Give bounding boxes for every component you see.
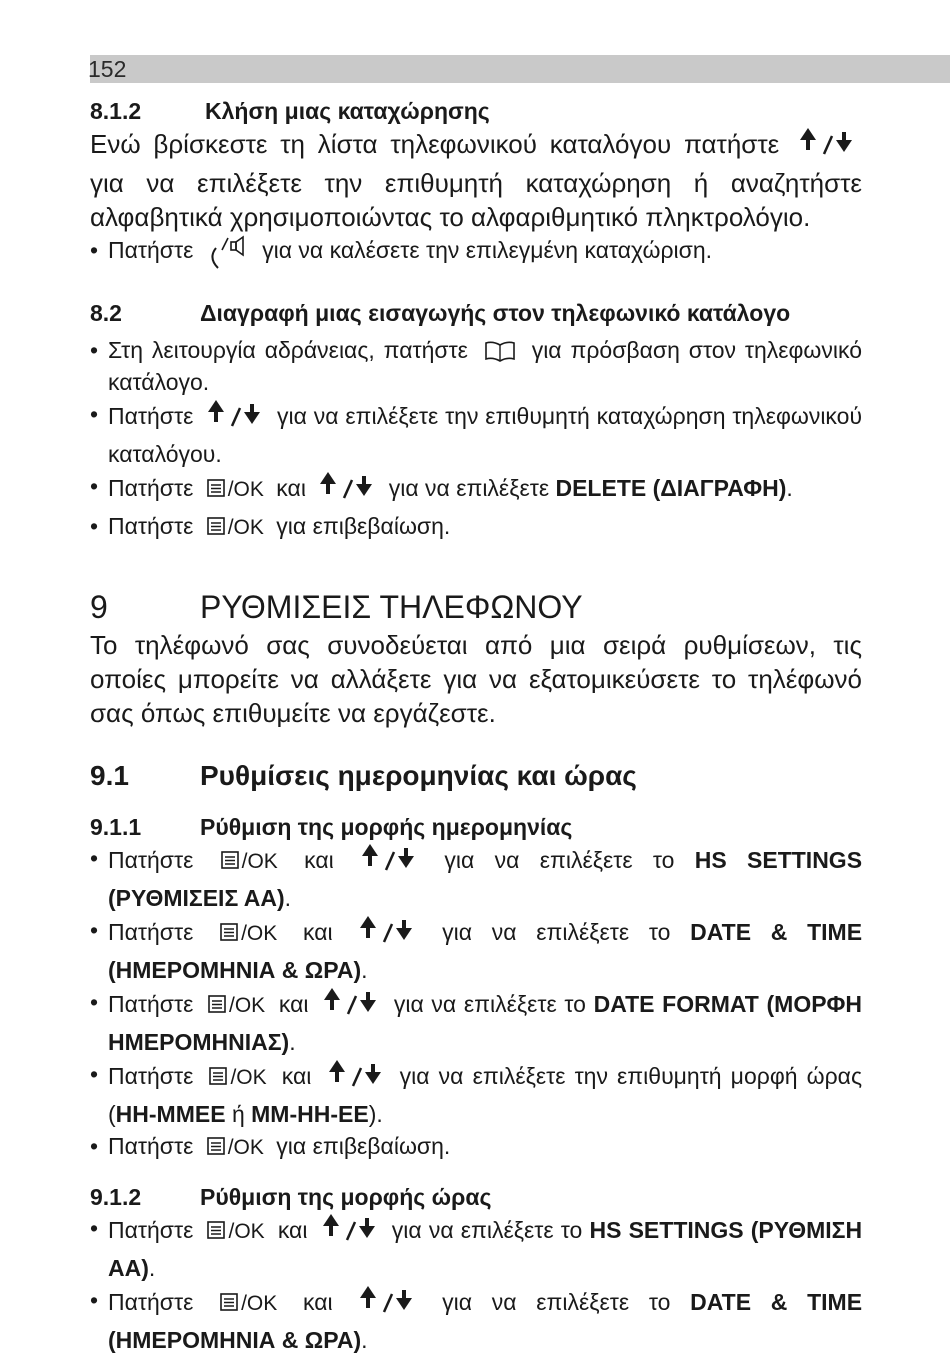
text-run: Ενώ βρίσκεστε τη λίστα τηλεφωνικού καταλόγου πατήστε bbox=[90, 128, 780, 159]
chapter-9-heading bbox=[90, 586, 862, 628]
up-down-arrows-icon bbox=[798, 126, 856, 166]
menu-ok-key-icon bbox=[207, 990, 265, 1022]
section-8-2-heading bbox=[90, 298, 862, 328]
text-run: Πατήστε bbox=[108, 475, 194, 502]
list-item bbox=[90, 842, 862, 914]
text-run: για επιβεβαίωση. bbox=[276, 513, 451, 539]
text-run: Πατήστε bbox=[108, 1063, 194, 1089]
ok-label: /OK bbox=[241, 1291, 278, 1315]
page-number: 152 bbox=[88, 56, 127, 82]
menu-ok-key-icon bbox=[219, 918, 277, 950]
ok-label: /OK bbox=[230, 1065, 267, 1089]
list-item bbox=[90, 234, 862, 270]
chapter-number: 9 bbox=[90, 588, 108, 625]
section-8-1-2-text bbox=[90, 126, 862, 234]
bold-term: HS SETTINGS (ΡΥΘΜΙΣΗ ΑΑ) bbox=[108, 1216, 863, 1281]
up-down-arrows-icon bbox=[358, 914, 416, 954]
list-item bbox=[90, 398, 862, 470]
section-number: 9.1 bbox=[90, 759, 129, 791]
list-item bbox=[90, 510, 862, 544]
up-down-arrows-icon bbox=[318, 470, 376, 510]
text-run: Πατήστε bbox=[108, 1216, 194, 1243]
list-item bbox=[90, 914, 862, 986]
section-title: Ρύθμιση της μορφής ημερομηνίας bbox=[200, 813, 573, 840]
text-run: για επιβεβαίωση. bbox=[276, 1132, 451, 1159]
ok-label: /OK bbox=[227, 478, 264, 501]
text-run: και bbox=[276, 475, 306, 502]
menu-ok-key-icon bbox=[206, 1132, 264, 1164]
ok-label: /OK bbox=[227, 1135, 264, 1159]
text-run: Πατήστε bbox=[108, 403, 194, 430]
section-number: 9.1.1 bbox=[90, 813, 142, 840]
section-title: Κλήση μιας καταχώρησης bbox=[205, 98, 490, 124]
text-run: και bbox=[277, 1216, 308, 1243]
ok-label: /OK bbox=[227, 515, 264, 539]
list-item bbox=[90, 334, 862, 398]
text-run: Πατήστε bbox=[108, 237, 194, 264]
section-8-2-list bbox=[90, 334, 862, 544]
menu-ok-key-icon bbox=[206, 512, 264, 544]
list-item bbox=[90, 1212, 862, 1284]
up-down-arrows-icon bbox=[358, 1284, 416, 1324]
section-number: 8.2 bbox=[90, 300, 122, 326]
talk-handsfree-key-icon bbox=[206, 234, 250, 270]
text-run: Πατήστε bbox=[108, 1132, 194, 1159]
text-run: Πατήστε bbox=[108, 1288, 194, 1315]
text-run: ). bbox=[368, 1100, 383, 1127]
bold-term: DATE & TIME (ΗΜΕΡΟΜΗΝΙΑ & ΩΡΑ) bbox=[108, 1288, 863, 1353]
text-run: για να επιλέξετε το bbox=[444, 847, 675, 873]
list-item bbox=[90, 470, 862, 510]
text-run: για να επιλέξετε bbox=[388, 475, 550, 502]
text-run: Πατήστε bbox=[108, 847, 194, 873]
text-run: και bbox=[304, 847, 334, 873]
text-run: για να επιλέξετε το bbox=[393, 991, 586, 1017]
ok-label: /OK bbox=[241, 849, 278, 873]
text-run: . bbox=[289, 1028, 296, 1055]
bold-term: ΜΜ-ΗΗ-ΕΕ bbox=[251, 1100, 369, 1127]
page-header-bar bbox=[90, 55, 950, 83]
section-title: Ρυθμίσεις ημερομηνίας και ώρας bbox=[200, 759, 637, 791]
text-run: για να επιλέξετε το bbox=[391, 1216, 583, 1243]
text-run: ή bbox=[225, 1100, 252, 1127]
bold-term: HS SETTINGS (ΡΥΘΜΙΣΕΙΣ ΑΑ) bbox=[108, 847, 863, 911]
text-run: και bbox=[281, 1063, 312, 1089]
text-run: για να επιλέξετε το bbox=[442, 1288, 671, 1315]
section-8-1-2-list bbox=[90, 234, 862, 270]
up-down-arrows-icon bbox=[322, 986, 380, 1026]
text-run: για να επιλέξετε την επιθυμητή καταχώρηση τηλεφωνικού καταλόγου. bbox=[108, 403, 863, 467]
menu-ok-key-icon bbox=[206, 474, 264, 506]
menu-ok-key-icon bbox=[219, 1288, 277, 1320]
ok-label: /OK bbox=[228, 1219, 265, 1243]
list-item bbox=[90, 1058, 862, 1130]
menu-ok-key-icon bbox=[206, 1216, 264, 1248]
list-item bbox=[90, 1284, 862, 1356]
bold-term: DATE & TIME (ΗΜΕΡΟΜΗΝΙΑ & ΩΡΑ) bbox=[108, 919, 863, 983]
up-down-arrows-icon bbox=[321, 1212, 379, 1252]
section-9-1-1-heading bbox=[90, 812, 862, 842]
bold-term: ΗΗ-ΜΜΕΕ bbox=[115, 1100, 226, 1127]
text-run: για να επιλέξετε την επιθυμητή μορφή ώρας ( bbox=[108, 1063, 863, 1127]
menu-ok-key-icon bbox=[208, 1062, 266, 1094]
text-run: Πατήστε bbox=[108, 513, 194, 539]
ok-label: /OK bbox=[241, 921, 278, 945]
text-run: και bbox=[302, 919, 333, 945]
section-number: 8.1.2 bbox=[90, 98, 142, 124]
section-9-1-1-list bbox=[90, 842, 862, 1164]
list-item bbox=[90, 986, 862, 1058]
bold-term: DELETE (ΔΙΑΓΡΑΦΗ) bbox=[555, 475, 787, 502]
text-run: . bbox=[284, 884, 292, 911]
section-number: 9.1.2 bbox=[90, 1183, 142, 1210]
menu-ok-key-icon bbox=[220, 846, 278, 878]
page-content bbox=[90, 96, 862, 1356]
text-run: και bbox=[302, 1288, 333, 1315]
section-title: Ρύθμιση της μορφής ώρας bbox=[200, 1183, 492, 1210]
section-title: Διαγραφή μιας εισαγωγής στον τηλεφωνικό κατάλογο bbox=[200, 300, 791, 326]
section-9-1-heading bbox=[90, 758, 862, 794]
text-run: . bbox=[361, 1326, 368, 1353]
list-item bbox=[90, 1130, 862, 1164]
section-8-1-2-heading bbox=[90, 96, 862, 126]
text-run: Πατήστε bbox=[108, 919, 194, 945]
text-run: . bbox=[148, 1254, 156, 1281]
text-run: Πατήστε bbox=[108, 991, 194, 1017]
text-run: και bbox=[278, 991, 309, 1017]
section-9-1-2-list bbox=[90, 1212, 862, 1356]
text-run: . bbox=[361, 956, 368, 983]
text-run: Στη λειτουργία αδράνειας, πατήστε bbox=[108, 337, 468, 363]
section-9-1-2-heading bbox=[90, 1182, 862, 1212]
up-down-arrows-icon bbox=[206, 398, 264, 438]
chapter-9-intro: Το τηλέφωνό σας συνοδεύεται από μια σειρά ρυθμίσεων, τις οποίες μπορείτε να αλλάξετε για να εξατομικεύσετε το τηλέφωνό σας όπως επιθυμείτε να εργάζεστε. bbox=[90, 629, 862, 728]
up-down-arrows-icon bbox=[327, 1058, 385, 1098]
phonebook-book-icon bbox=[483, 339, 517, 365]
text-run: για να επιλέξετε το bbox=[442, 919, 671, 945]
text-run: . bbox=[786, 475, 793, 502]
text-run: για να καλέσετε την επιλεγμένη καταχώριση. bbox=[262, 237, 713, 264]
up-down-arrows-icon bbox=[360, 842, 418, 882]
ok-label: /OK bbox=[229, 993, 266, 1017]
chapter-title: ΡΥΘΜΙΣΕΙΣ ΤΗΛΕΦΩΝΟΥ bbox=[200, 588, 583, 625]
bold-term: DATE FORMAT (ΜΟΡΦΗ ΗΜΕΡΟΜΗΝΙΑΣ) bbox=[108, 991, 863, 1055]
text-run: για να επιλέξετε την επιθυμητή καταχώρηση ή αναζητήστε αλφαβητικά χρησιμοποιώντας το αλφαριθμητικό πληκτρολόγιο. bbox=[90, 168, 862, 232]
text-run: για πρόσβαση στον τηλεφωνικό κατάλογο. bbox=[108, 337, 863, 395]
